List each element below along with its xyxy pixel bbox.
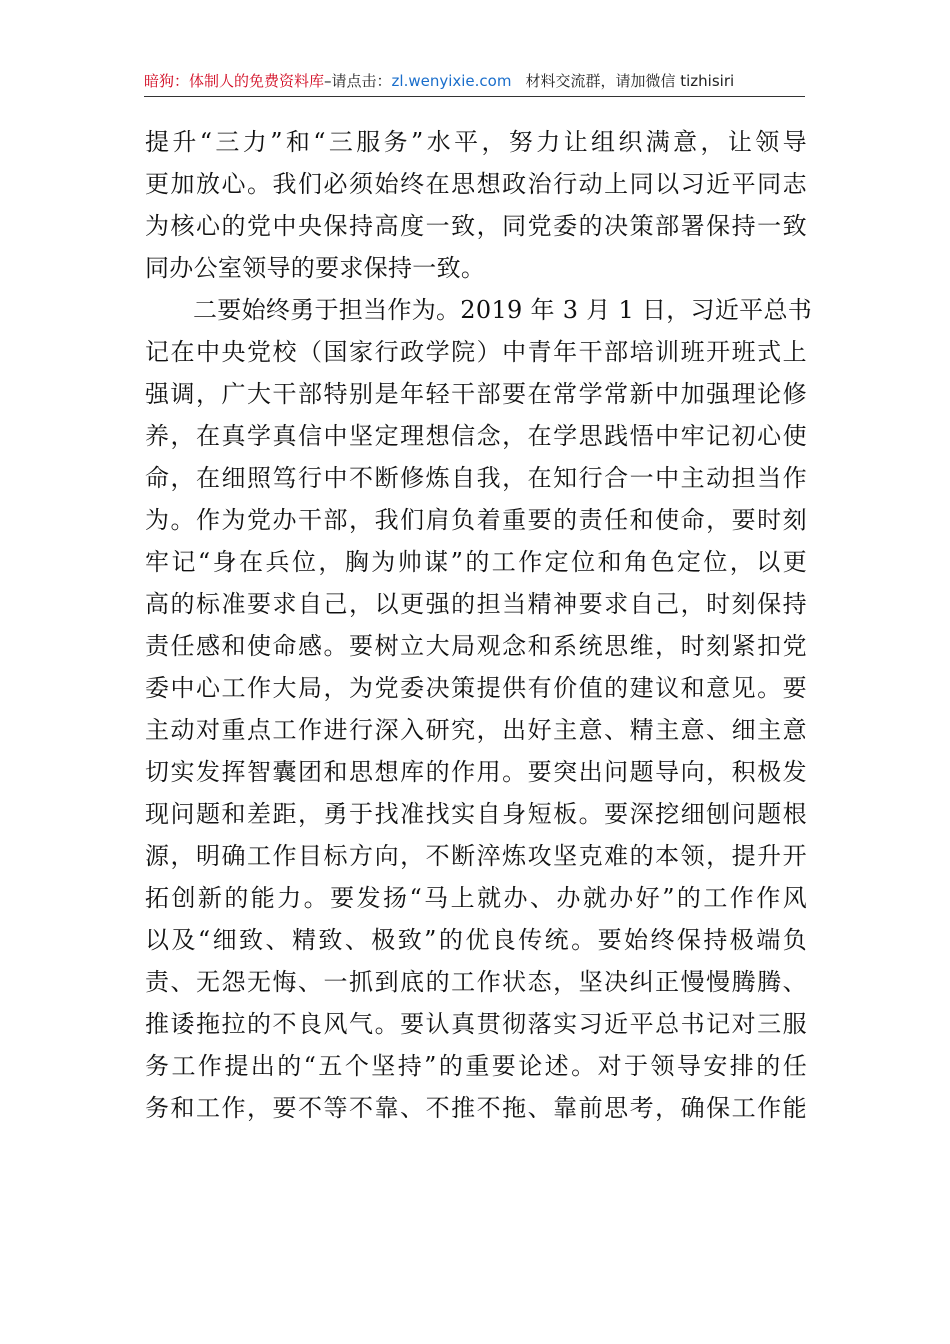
text-line: 切实发挥智囊团和思想库的作用。要突出问题导向，积极发 [145, 758, 807, 786]
text-line: 为。作为党办干部，我们肩负着重要的责任和使命，要时刻 [145, 506, 807, 534]
text-line: 命，在细照笃行中不断修炼自我，在知行合一中主动担当作 [145, 464, 807, 492]
text-line: 牢记“身在兵位，胸为帅谋”的工作定位和角色定位，以更 [145, 548, 807, 576]
text-line: 责、无怨无悔、一抓到底的工作状态，坚决纠正慢慢腾腾、 [145, 968, 807, 996]
text-line: 委中心工作大局，为党委决策提供有价值的建议和意见。要 [145, 674, 807, 702]
text-line: 高的标准要求自己，以更强的担当精神要求自己，时刻保持 [145, 590, 807, 618]
text-line: 现问题和差距，勇于找准找实自身短板。要深挖细刨问题根 [145, 800, 807, 828]
text-line: 推诿拖拉的不良风气。要认真贯彻落实习近平总书记对三服 [145, 1010, 807, 1038]
text-line: 同办公室领导的要求保持一致。 [145, 254, 486, 282]
text-line: 务工作提出的“五个坚持”的重要论述。对于领导安排的任 [145, 1052, 807, 1080]
text-line: 源，明确工作目标方向，不断淬炼攻坚克难的本领，提升开 [145, 842, 807, 870]
text-line: 记在中央党校（国家行政学院）中青年干部培训班开班式上 [145, 338, 807, 366]
page-header [144, 70, 805, 97]
text-line: 提升“三力”和“三服务”水平，努力让组织满意，让领导 [145, 128, 807, 156]
text-line: 二要始终勇于担当作为。2019 年 3 月 1 日，习近平总书 [193, 296, 813, 324]
text-line: 更加放心。我们必须始终在思想政治行动上同以习近平同志 [145, 170, 807, 198]
text-line: 责任感和使命感。要树立大局观念和系统思维，时刻紧扣党 [145, 632, 807, 660]
document-body [145, 121, 813, 1129]
header-brand: 暗狗：体制人的免费资料库 [144, 72, 325, 90]
text-line: 拓创新的能力。要发扬“马上就办、办就办好”的工作作风 [145, 884, 807, 912]
header-url-link[interactable]: zl.wenyixie.com [391, 72, 512, 90]
text-line: 主动对重点工作进行深入研究，出好主意、精主意、细主意 [145, 716, 807, 744]
text-line: 强调，广大干部特别是年轻干部要在常学常新中加强理论修 [145, 380, 807, 408]
text-line: 务和工作，要不等不靠、不推不拖、靠前思考，确保工作能 [145, 1094, 807, 1122]
text-line: 以及“细致、精致、极致”的优良传统。要始终保持极端负 [145, 926, 807, 954]
header-prompt: –请点击： [324, 72, 392, 90]
text-line: 养，在真学真信中坚定理想信念，在学思践悟中牢记初心使 [145, 422, 807, 450]
text-line: 为核心的党中央保持高度一致，同党委的决策部署保持一致 [145, 212, 807, 240]
header-group-info: 材料交流群，请加微信 tizhisiri [525, 72, 735, 90]
